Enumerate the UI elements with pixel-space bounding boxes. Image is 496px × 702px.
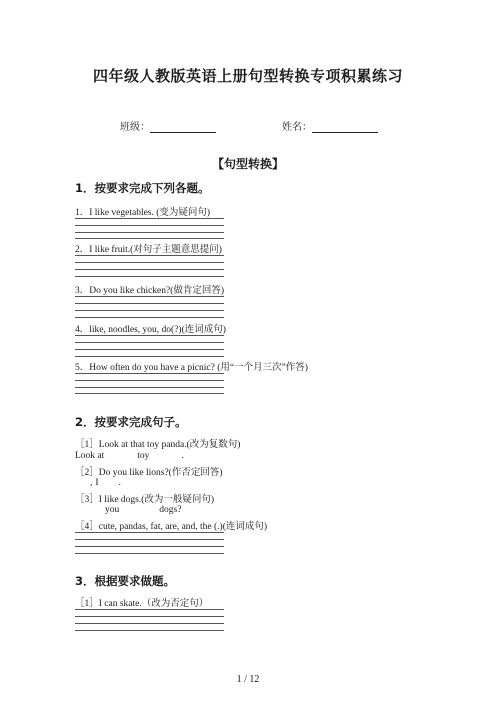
page-number: 1 / 12 [236,674,260,685]
answer-line[interactable] [75,380,224,381]
answer-part: dogs? [159,505,182,515]
section-3-title: 3．根据要求做题。 [75,574,176,588]
answer-part: toy [137,451,150,461]
answer-line[interactable] [75,225,224,226]
answer-line[interactable] [75,356,224,357]
answer-line[interactable] [75,373,224,374]
answer-part: I [95,478,99,488]
page-title: 四年级人教版英语上册句型转换专项积累练习 [92,67,403,85]
answer-line[interactable] [75,303,224,304]
answer-line[interactable] [75,335,224,336]
item-1-prompt: ［1］Look at that toy panda.(改为复数句) [75,440,241,450]
class-field [120,118,216,133]
item-1-answer [75,451,184,461]
item-2-prompt: ［2］Do you like lions?(作否定回答) [75,468,223,478]
answer-line[interactable] [75,349,224,350]
section-2-title: 2．按要求完成句子。 [75,415,187,429]
answer-line[interactable] [75,630,224,631]
question-1: 1．I like vegetables. (变为疑问句) [75,208,211,218]
question-3: 3．Do you like chicken?(做肯定回答) [75,286,225,296]
answer-line[interactable] [75,532,224,533]
answer-line[interactable] [75,546,224,547]
question-5: 5．How often do you have a picnic? (用“一个月三次”作答) [75,363,308,373]
section-heading: 【句型转换】 [211,157,284,171]
answer-line[interactable] [75,623,224,624]
item-3-answer [75,505,181,515]
class-label: 班级： [120,122,150,133]
answer-line[interactable] [75,616,224,617]
question-2: 2．I like fruit.(对句子主题意思提问) [75,245,222,255]
answer-line[interactable] [75,269,224,270]
name-label: 姓名： [282,122,312,133]
answer-line[interactable] [75,232,224,233]
answer-line[interactable] [75,393,224,394]
item-1-prompt: ［1］I can skate.（改为否定句） [75,599,209,609]
name-blank[interactable] [312,122,378,133]
answer-line[interactable] [75,553,224,554]
class-blank[interactable] [150,122,216,133]
answer-line[interactable] [75,342,224,343]
answer-part: you [105,505,120,515]
item-2-answer [75,478,121,488]
answer-line[interactable] [75,317,224,318]
answer-line[interactable] [75,539,224,540]
name-field [282,118,378,133]
answer-part: , [90,478,93,488]
item-3-prompt: ［3］I like dogs.(改为一般疑问句) [75,495,215,505]
answer-line[interactable] [75,387,224,388]
item-4-prompt: ［4］cute, pandas, fat, are, and, the (.)(连词成句) [75,522,268,532]
answer-line[interactable] [75,310,224,311]
answer-line[interactable] [75,218,224,219]
answer-line[interactable] [75,238,224,239]
answer-line[interactable] [75,255,224,256]
answer-part: Look at [75,451,105,461]
question-4: 4．like, noodles, you, do(?)(连词成句) [75,325,226,335]
answer-part: . [181,451,184,461]
answer-line[interactable] [75,609,224,610]
section-1-title: 1．按要求完成下列各题。 [75,181,210,195]
answer-line[interactable] [75,262,224,263]
answer-line[interactable] [75,276,224,277]
answer-line[interactable] [75,296,224,297]
answer-part: . [118,478,121,488]
